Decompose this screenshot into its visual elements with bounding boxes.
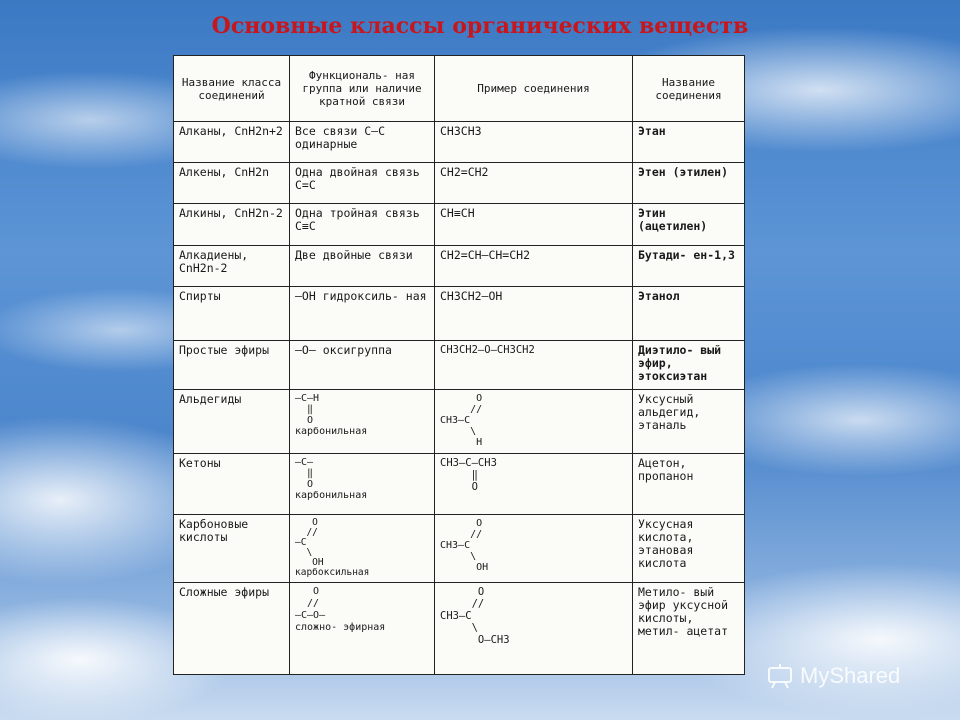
cell-class: Алкины, CnH2n-2 [174, 204, 290, 246]
cell-example: CH3CH2—O—CH3CH2 [435, 340, 633, 390]
table-row [174, 245, 745, 287]
header-group: Функциональ- ная группа или наличие кратной связи [290, 56, 435, 122]
cell-example: CH2=CH—CH=CH2 [435, 245, 633, 287]
cell-name: Этен (этилен) [633, 162, 745, 204]
cell-class: Простые эфиры [174, 340, 290, 390]
table-row [174, 204, 745, 246]
table-row [174, 390, 745, 454]
table-row [174, 340, 745, 390]
table-row [174, 162, 745, 204]
cell-name: Метило- вый эфир уксусной кислоты, метил- ацетат [633, 582, 745, 674]
table-row [174, 287, 745, 341]
cell-name: Этин (ацетилен) [633, 204, 745, 246]
cell-group: Одна тройная связь C≡C [290, 204, 435, 246]
cell-group: Все связи C—C одинарные [290, 122, 435, 163]
cell-class: Спирты [174, 287, 290, 341]
cell-group: O // —C—O— сложно- эфирная [290, 582, 435, 674]
cell-group: —C— ‖ O карбонильная [290, 454, 435, 515]
table-row [174, 582, 745, 674]
cell-group: —C—H ‖ O карбонильная [290, 390, 435, 454]
slide-title: Основные классы органических веществ [211, 13, 749, 39]
table-row [174, 514, 745, 582]
cell-example: CH3—C—CH3 ‖ O [435, 454, 633, 515]
cell-example: CH2=CH2 [435, 162, 633, 204]
presentation-board-icon [766, 663, 794, 689]
cell-example: O // CH3—C \ OH [435, 514, 633, 582]
cell-class: Альдегиды [174, 390, 290, 454]
cell-example: CH≡CH [435, 204, 633, 246]
cell-class: Алкены, CnH2n [174, 162, 290, 204]
header-class: Название класса соединений [174, 56, 290, 122]
cell-group: Одна двойная связь C=C [290, 162, 435, 204]
cell-name: Ацетон, пропанон [633, 454, 745, 515]
cell-name: Бутади- ен-1,3 [633, 245, 745, 287]
cell-class: Алкадиены, CnH2n-2 [174, 245, 290, 287]
cell-group: —O— оксигруппа [290, 340, 435, 390]
cell-group: O // —C \ OH карбоксильная [290, 514, 435, 582]
header-name: Название соединения [633, 56, 745, 122]
table-header-row [174, 56, 745, 122]
cell-example: CH3CH2—OH [435, 287, 633, 341]
watermark-text: MyShared [800, 663, 901, 688]
organic-classes-table [173, 55, 744, 675]
table-row [174, 454, 745, 515]
cell-name: Уксусная кислота, этановая кислота [633, 514, 745, 582]
table-row [174, 122, 745, 163]
cell-example: O // CH3—C \ O—CH3 [435, 582, 633, 674]
cell-class: Сложные эфиры [174, 582, 290, 674]
header-example: Пример соединения [435, 56, 633, 122]
cell-name: Этан [633, 122, 745, 163]
cell-example: O // CH3—C \ H [435, 390, 633, 454]
cell-class: Алканы, CnH2n+2 [174, 122, 290, 163]
cell-group: —OH гидроксиль- ная [290, 287, 435, 341]
cell-class: Кетоны [174, 454, 290, 515]
cell-group: Две двойные связи [290, 245, 435, 287]
cell-name: Диэтило- вый эфир, этоксиэтан [633, 340, 745, 390]
cell-name: Этанол [633, 287, 745, 341]
cell-name: Уксусный альдегид, этаналь [633, 390, 745, 454]
cell-example: CH3CH3 [435, 122, 633, 163]
cell-class: Карбоновые кислоты [174, 514, 290, 582]
watermark [766, 658, 936, 694]
